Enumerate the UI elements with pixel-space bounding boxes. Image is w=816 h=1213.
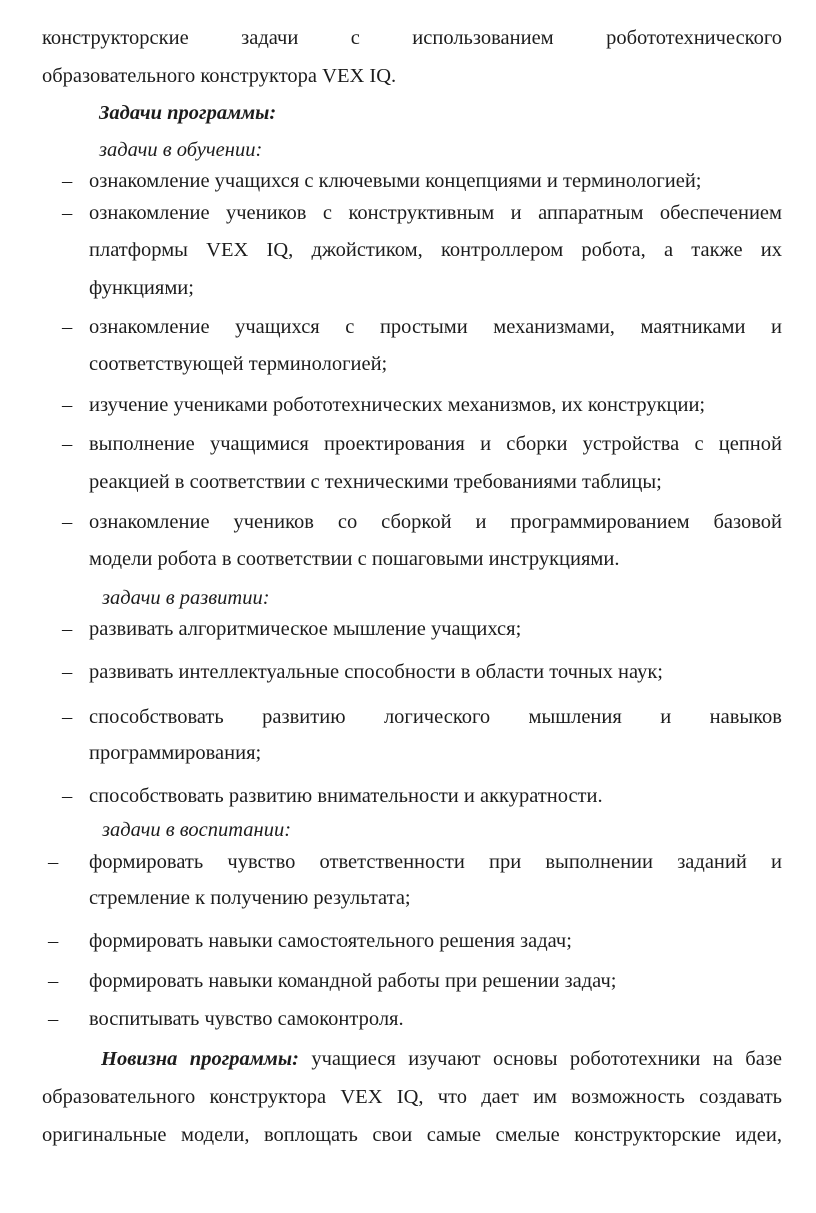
novelty-line-2: образовательного конструктора VEX IQ, что дает им возможность создавать [42, 1086, 782, 1108]
tasks-heading: Задачи программы: [99, 102, 277, 124]
development-title: задачи в развитии: [102, 587, 270, 609]
development-item-2-line-1: развивать интеллектуальные способности в области точных наук; [89, 661, 663, 683]
learning-item-1-line-1: ознакомление учащихся с ключевыми концепциями и терминологией; [89, 170, 702, 192]
list-dash: – [62, 394, 73, 416]
learning-item-5-line-1: выполнение учащимися проектирования и сборки устройства с цепной [89, 433, 782, 455]
list-dash: – [62, 661, 73, 683]
list-dash: – [62, 618, 73, 640]
intro-line-1: конструкторские задачи с использованием робототехнического [42, 27, 782, 49]
novelty-line-3: оригинальные модели, воплощать свои самые смелые конструкторские идеи, [42, 1124, 782, 1146]
list-dash: – [62, 202, 73, 224]
learning-item-2-line-3: функциями; [89, 277, 194, 299]
list-dash: – [48, 970, 59, 992]
learning-item-4-line-1: изучение учениками робототехнических механизмов, их конструкции; [89, 394, 706, 416]
learning-item-2-line-2: платформы VEX IQ, джойстиком, контроллером робота, а также их [89, 239, 782, 261]
intro-line-2: образовательного конструктора VEX IQ. [42, 65, 397, 87]
upbringing-item-3-line-1: формировать навыки командной работы при решении задач; [89, 970, 617, 992]
learning-title: задачи в обучении: [99, 139, 263, 161]
list-dash: – [62, 785, 73, 807]
upbringing-item-4-line-1: воспитывать чувство самоконтроля. [89, 1008, 404, 1030]
list-dash: – [48, 851, 59, 873]
learning-item-3-line-1: ознакомление учащихся с простыми механизмами, маятниками и [89, 316, 782, 338]
development-item-4-line-1: способствовать развитию внимательности и аккуратности. [89, 785, 603, 807]
upbringing-title: задачи в воспитании: [102, 819, 292, 841]
novelty-label: Новизна программы: [101, 1048, 299, 1070]
upbringing-item-1-line-2: стремление к получению результата; [89, 887, 411, 909]
list-dash: – [48, 1008, 59, 1030]
learning-item-6-line-1: ознакомление учеников со сборкой и программированием базовой [89, 511, 782, 533]
novelty-line-1-text: учащиеся изучают основы робототехники на базе [311, 1048, 782, 1070]
learning-item-5-line-2: реакцией в соответствии с техническими требованиями таблицы; [89, 471, 662, 493]
development-item-3-line-1: способствовать развитию логического мышления и навыков [89, 706, 782, 728]
list-dash: – [62, 316, 73, 338]
list-dash: – [48, 930, 59, 952]
list-dash: – [62, 511, 73, 533]
learning-item-6-line-2: модели робота в соответствии с пошаговыми инструкциями. [89, 548, 620, 570]
list-dash: – [62, 433, 73, 455]
upbringing-item-1-line-1: формировать чувство ответственности при выполнении заданий и [89, 851, 782, 873]
learning-item-3-line-2: соответствующей терминологией; [89, 353, 388, 375]
development-item-3-line-2: программирования; [89, 742, 262, 764]
development-item-1-line-1: развивать алгоритмическое мышление учащихся; [89, 618, 522, 640]
upbringing-item-2-line-1: формировать навыки самостоятельного решения задач; [89, 930, 572, 952]
list-dash: – [62, 170, 73, 192]
novelty-line-1 [101, 1047, 782, 1073]
learning-item-2-line-1: ознакомление учеников с конструктивным и аппаратным обеспечением [89, 202, 782, 224]
list-dash: – [62, 706, 73, 728]
